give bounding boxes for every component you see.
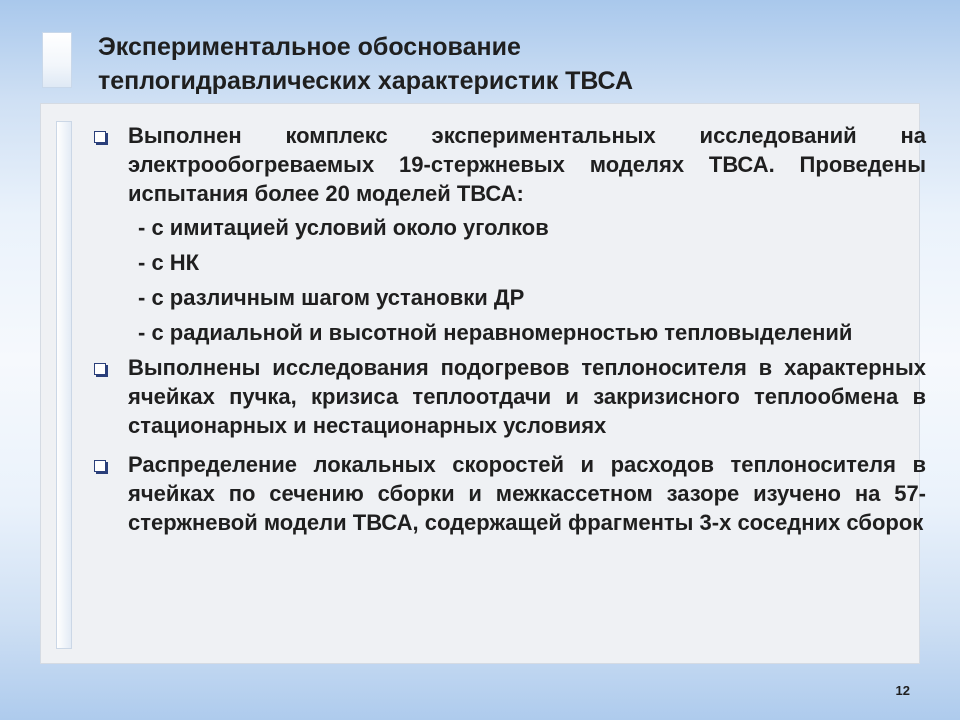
sub-list-item: - с имитацией условий около уголков bbox=[138, 215, 549, 240]
square-checkbox-icon bbox=[94, 460, 106, 472]
square-checkbox-icon bbox=[94, 363, 106, 375]
title-accent-square bbox=[42, 32, 72, 88]
sub-list bbox=[92, 213, 926, 347]
square-checkbox-icon bbox=[94, 131, 106, 143]
bullet-item bbox=[92, 121, 926, 208]
sub-list-item: - с радиальной и высотной неравномерностью тепловыделений bbox=[138, 320, 853, 345]
bullet-item bbox=[92, 353, 926, 440]
page-number: 12 bbox=[895, 683, 910, 698]
slide-title bbox=[98, 30, 918, 98]
sub-list-item: - с НК bbox=[138, 250, 200, 275]
sub-list-item: - с различным шагом установки ДР bbox=[138, 285, 525, 310]
slide-content bbox=[92, 121, 926, 537]
slide-title-line: теплогидравлических характеристик ТВСА bbox=[98, 67, 634, 95]
bullet-item bbox=[92, 450, 926, 537]
slide-title-line: Экспериментальное обоснование bbox=[98, 33, 521, 61]
content-side-bar bbox=[56, 121, 72, 649]
bullet-text: Распределение локальных скоростей и расходов теплоносителя в ячейках по сечению сборки и межкассетном зазоре изучено на 57-стержневой модели ТВСА, содержащей фрагменты 3-х соседних сборок bbox=[128, 452, 926, 535]
bullet-text: Выполнены исследования подогревов теплоносителя в характерных ячейках пучка, кризиса теплоотдачи и закризисного теплообмена в стационарных и нестационарных условиях bbox=[128, 355, 926, 438]
bullet-text: Выполнен комплекс экспериментальных исследований на электрообогреваемых 19-стержневых моделях ТВСА. Проведены испытания более 20 моделей ТВСА: bbox=[128, 123, 926, 206]
